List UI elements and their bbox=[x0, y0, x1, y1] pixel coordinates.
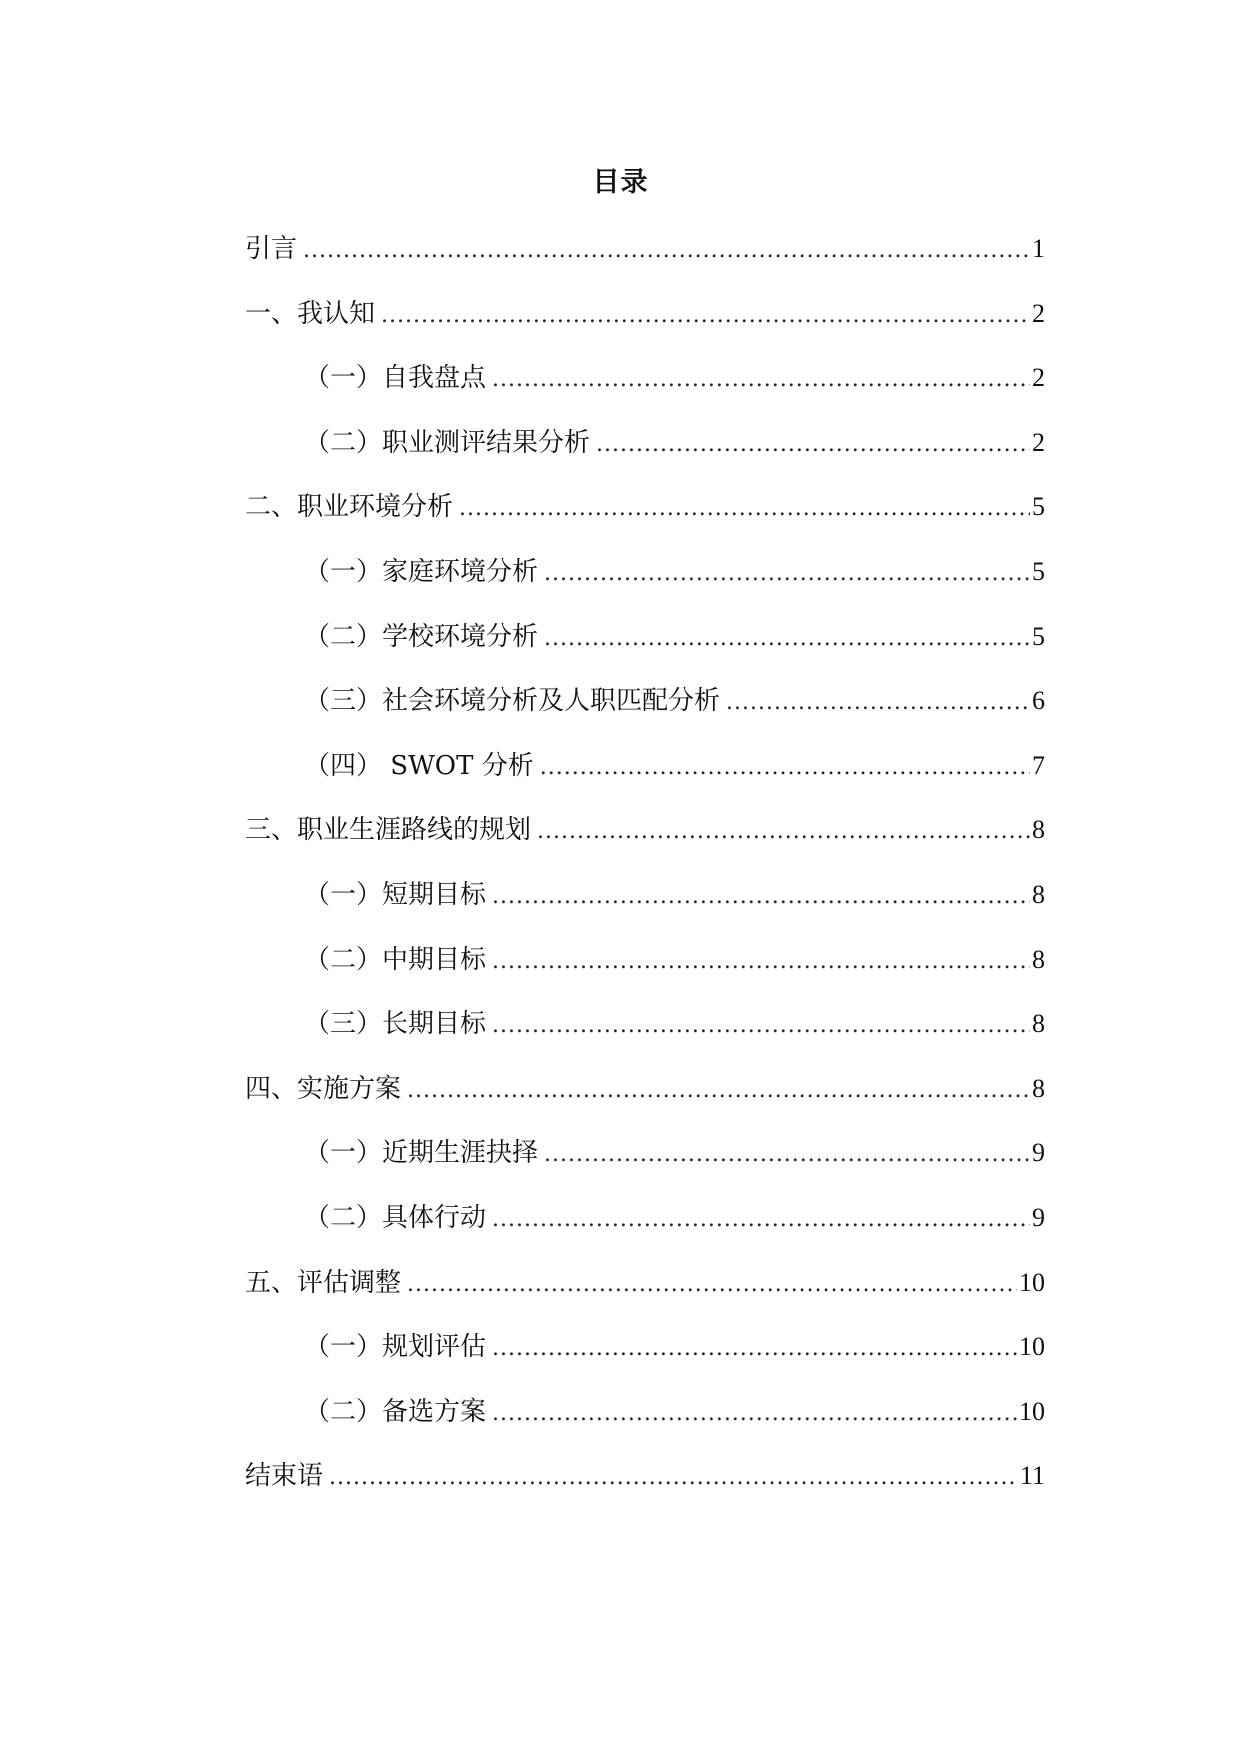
dot-leader bbox=[537, 800, 1030, 865]
toc-page-number: 8 bbox=[1032, 879, 1045, 909]
dot-leader bbox=[459, 477, 1030, 542]
toc-page-number: 10 bbox=[1019, 1332, 1045, 1362]
dot-leader bbox=[726, 671, 1030, 736]
toc-entry-school-environment[interactable] bbox=[245, 605, 1045, 670]
toc-page-number: 2 bbox=[1032, 427, 1045, 457]
toc-entry-social-environment[interactable] bbox=[245, 669, 1045, 734]
toc-entry-text: （一）自我盘点 bbox=[304, 363, 487, 394]
toc-entry-introduction[interactable] bbox=[245, 217, 1045, 282]
toc-entry-mid-term-goals[interactable] bbox=[245, 928, 1045, 993]
toc-page-number: 8 bbox=[1032, 1009, 1045, 1039]
toc-entry-conclusion[interactable] bbox=[245, 1444, 1045, 1509]
dot-leader bbox=[407, 1253, 1017, 1318]
dot-leader bbox=[544, 607, 1030, 672]
dot-leader bbox=[596, 413, 1030, 478]
toc-page-number: 8 bbox=[1032, 944, 1045, 974]
toc-page-number: 9 bbox=[1032, 1138, 1045, 1168]
toc-entry-text: 四、实施方案 bbox=[245, 1073, 402, 1104]
toc-page-number: 8 bbox=[1032, 815, 1045, 845]
toc-page-number: 10 bbox=[1019, 1396, 1045, 1426]
toc-entry-text: （一）近期生涯抉择 bbox=[304, 1138, 539, 1169]
toc-entry-text: （一）家庭环境分析 bbox=[304, 556, 539, 587]
toc-entry-implementation[interactable] bbox=[245, 1057, 1045, 1122]
toc-page-number: 8 bbox=[1032, 1073, 1045, 1103]
toc-entry-plan-evaluation[interactable] bbox=[245, 1315, 1045, 1380]
toc-page-number: 5 bbox=[1032, 621, 1045, 651]
toc-entry-self-inventory[interactable] bbox=[245, 346, 1045, 411]
dot-leader bbox=[381, 284, 1030, 349]
toc-page-number: 5 bbox=[1032, 492, 1045, 522]
toc-entry-text: （二）职业测评结果分析 bbox=[304, 427, 591, 458]
toc-page-number: 7 bbox=[1032, 750, 1045, 780]
toc-entry-short-term-goals[interactable] bbox=[245, 863, 1045, 928]
toc-entry-text: 五、评估调整 bbox=[245, 1267, 402, 1298]
toc-entry-text: （一）规划评估 bbox=[304, 1332, 487, 1363]
toc-page-number: 9 bbox=[1032, 1202, 1045, 1232]
toc-entry-family-environment[interactable] bbox=[245, 540, 1045, 605]
toc-entry-text: 引言 bbox=[245, 234, 298, 264]
dot-leader bbox=[544, 542, 1030, 607]
table-of-contents bbox=[245, 217, 1045, 1509]
dot-leader bbox=[303, 219, 1030, 284]
dot-leader bbox=[492, 1317, 1017, 1382]
toc-entry-text: （四） SWOT 分析 bbox=[304, 750, 534, 781]
toc-entry-text: （三）长期目标 bbox=[304, 1009, 487, 1040]
toc-entry-text: （二）学校环境分析 bbox=[304, 621, 539, 652]
toc-entry-evaluation-adjustment[interactable] bbox=[245, 1251, 1045, 1316]
dot-leader bbox=[492, 348, 1030, 413]
toc-entry-text: 三、职业生涯路线的规划 bbox=[245, 815, 532, 846]
dot-leader bbox=[492, 1382, 1017, 1447]
toc-page-number: 2 bbox=[1032, 363, 1045, 393]
toc-entry-career-path[interactable] bbox=[245, 798, 1045, 863]
toc-entry-specific-actions[interactable] bbox=[245, 1186, 1045, 1251]
toc-page-number: 10 bbox=[1019, 1267, 1045, 1297]
dot-leader bbox=[544, 1123, 1030, 1188]
toc-page-number: 1 bbox=[1032, 234, 1045, 263]
toc-entry-text: （二）中期目标 bbox=[304, 944, 487, 975]
toc-entry-career-environment[interactable] bbox=[245, 475, 1045, 540]
toc-entry-alternative-plan[interactable] bbox=[245, 1380, 1045, 1445]
dot-leader bbox=[492, 930, 1030, 995]
toc-entry-text: （一）短期目标 bbox=[304, 879, 487, 910]
toc-entry-text: 一、我认知 bbox=[245, 298, 376, 329]
toc-page-number: 6 bbox=[1032, 686, 1045, 716]
dot-leader bbox=[540, 736, 1030, 801]
toc-entry-career-assessment[interactable] bbox=[245, 411, 1045, 476]
page-title: 目录 bbox=[592, 167, 649, 198]
dot-leader bbox=[492, 865, 1030, 930]
toc-entry-text: 结束语 bbox=[245, 1461, 324, 1492]
toc-entry-swot[interactable] bbox=[245, 734, 1045, 799]
toc-entry-text: 二、职业环境分析 bbox=[245, 492, 454, 523]
toc-entry-self-cognition[interactable] bbox=[245, 282, 1045, 347]
toc-page-number: 5 bbox=[1032, 556, 1045, 586]
toc-entry-text: （二）具体行动 bbox=[304, 1202, 487, 1233]
dot-leader bbox=[329, 1446, 1018, 1511]
toc-page-number: 2 bbox=[1032, 298, 1045, 328]
toc-entry-text: （三）社会环境分析及人职匹配分析 bbox=[304, 686, 721, 717]
toc-entry-long-term-goals[interactable] bbox=[245, 992, 1045, 1057]
toc-entry-recent-choice[interactable] bbox=[245, 1121, 1045, 1186]
dot-leader bbox=[492, 994, 1030, 1059]
toc-page-number: 11 bbox=[1019, 1461, 1045, 1491]
dot-leader bbox=[407, 1059, 1030, 1124]
toc-entry-text: （二）备选方案 bbox=[304, 1396, 487, 1427]
dot-leader bbox=[492, 1188, 1030, 1253]
